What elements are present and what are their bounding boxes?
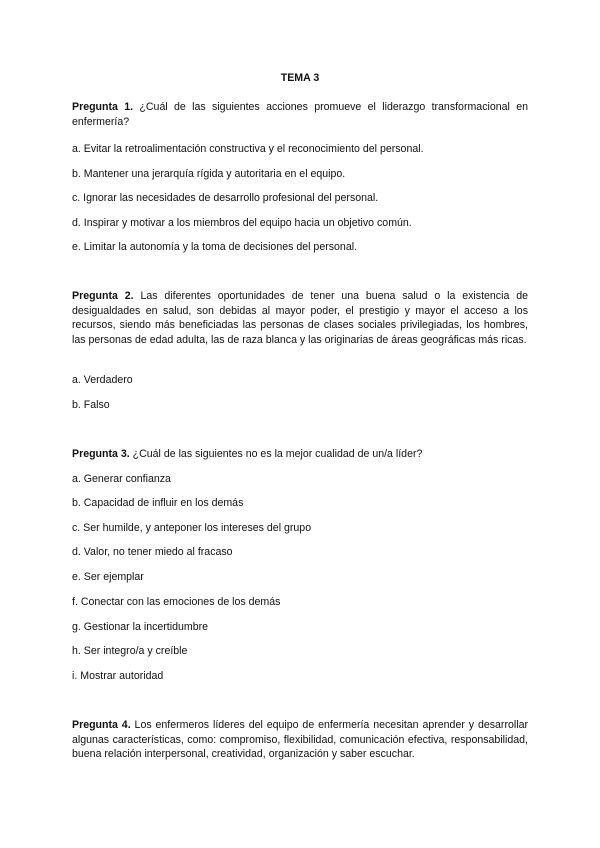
question-3-option-h: h. Ser integro/a y creíble [72, 645, 188, 657]
question-4 [72, 718, 528, 762]
question-1-text: ¿Cuál de las siguientes acciones promueve el liderazgo transformacional en enfermería? [72, 101, 528, 128]
question-3-option-a: a. Generar confianza [72, 473, 171, 485]
question-3-option-f: f. Conectar con las emociones de los demás [72, 596, 281, 608]
question-3-option-b: b. Capacidad de influir en los demás [72, 497, 244, 509]
question-1 [72, 100, 528, 129]
question-4-label: Pregunta 4. [72, 719, 131, 731]
question-3 [72, 447, 528, 462]
question-1-option-a: a. Evitar la retroalimentación constructiva y el reconocimiento del personal. [72, 143, 424, 155]
question-2-label: Pregunta 2. [72, 290, 134, 302]
question-3-option-c: c. Ser humilde, y anteponer los intereses del grupo [72, 522, 312, 534]
question-3-text: ¿Cuál de las siguientes no es la mejor cualidad de un/a líder? [129, 448, 423, 460]
question-4-text: Los enfermeros líderes del equipo de enfermería necesitan aprender y desarrollar algunas características, como: compromiso, flexibilidad, comunicación efectiva, responsabilidad, buena relación interpersonal, creatividad, organización y saber escuchar. [72, 719, 529, 760]
question-1-option-c: c. Ignorar las necesidades de desarrollo profesional del personal. [72, 192, 379, 204]
question-3-option-e: e. Ser ejemplar [72, 571, 144, 583]
question-2-text: Las diferentes oportunidades de tener una buena salud o la existencia de desigualdades en salud, son debidas al mayor poder, el prestigio y mayor el acceso a los recursos, siendo más beneficiadas las personas de clases sociales privilegiadas, los hombres, las personas de edad adulta, las de raza blanca y las originarias de áreas geográficas más ricas. [72, 290, 528, 346]
question-3-option-d: d. Valor, no tener miedo al fracaso [72, 546, 233, 558]
question-2-option-b: b. Falso [72, 399, 110, 411]
question-2-option-a: a. Verdadero [72, 374, 133, 386]
page-title: TEMA 3 [280, 72, 320, 84]
question-1-label: Pregunta 1. [72, 101, 134, 113]
question-3-label: Pregunta 3. [72, 448, 130, 460]
question-1-option-d: d. Inspirar y motivar a los miembros del equipo hacia un objetivo común. [72, 217, 412, 229]
question-1-option-b: b. Mantener una jerarquía rígida y autoritaria en el equipo. [72, 168, 346, 180]
question-3-option-i: i. Mostrar autoridad [72, 670, 164, 682]
question-3-option-g: g. Gestionar la incertidumbre [72, 621, 209, 633]
question-1-option-e: e. Limitar la autonomía y la toma de decisiones del personal. [72, 241, 358, 253]
question-2 [72, 289, 528, 347]
